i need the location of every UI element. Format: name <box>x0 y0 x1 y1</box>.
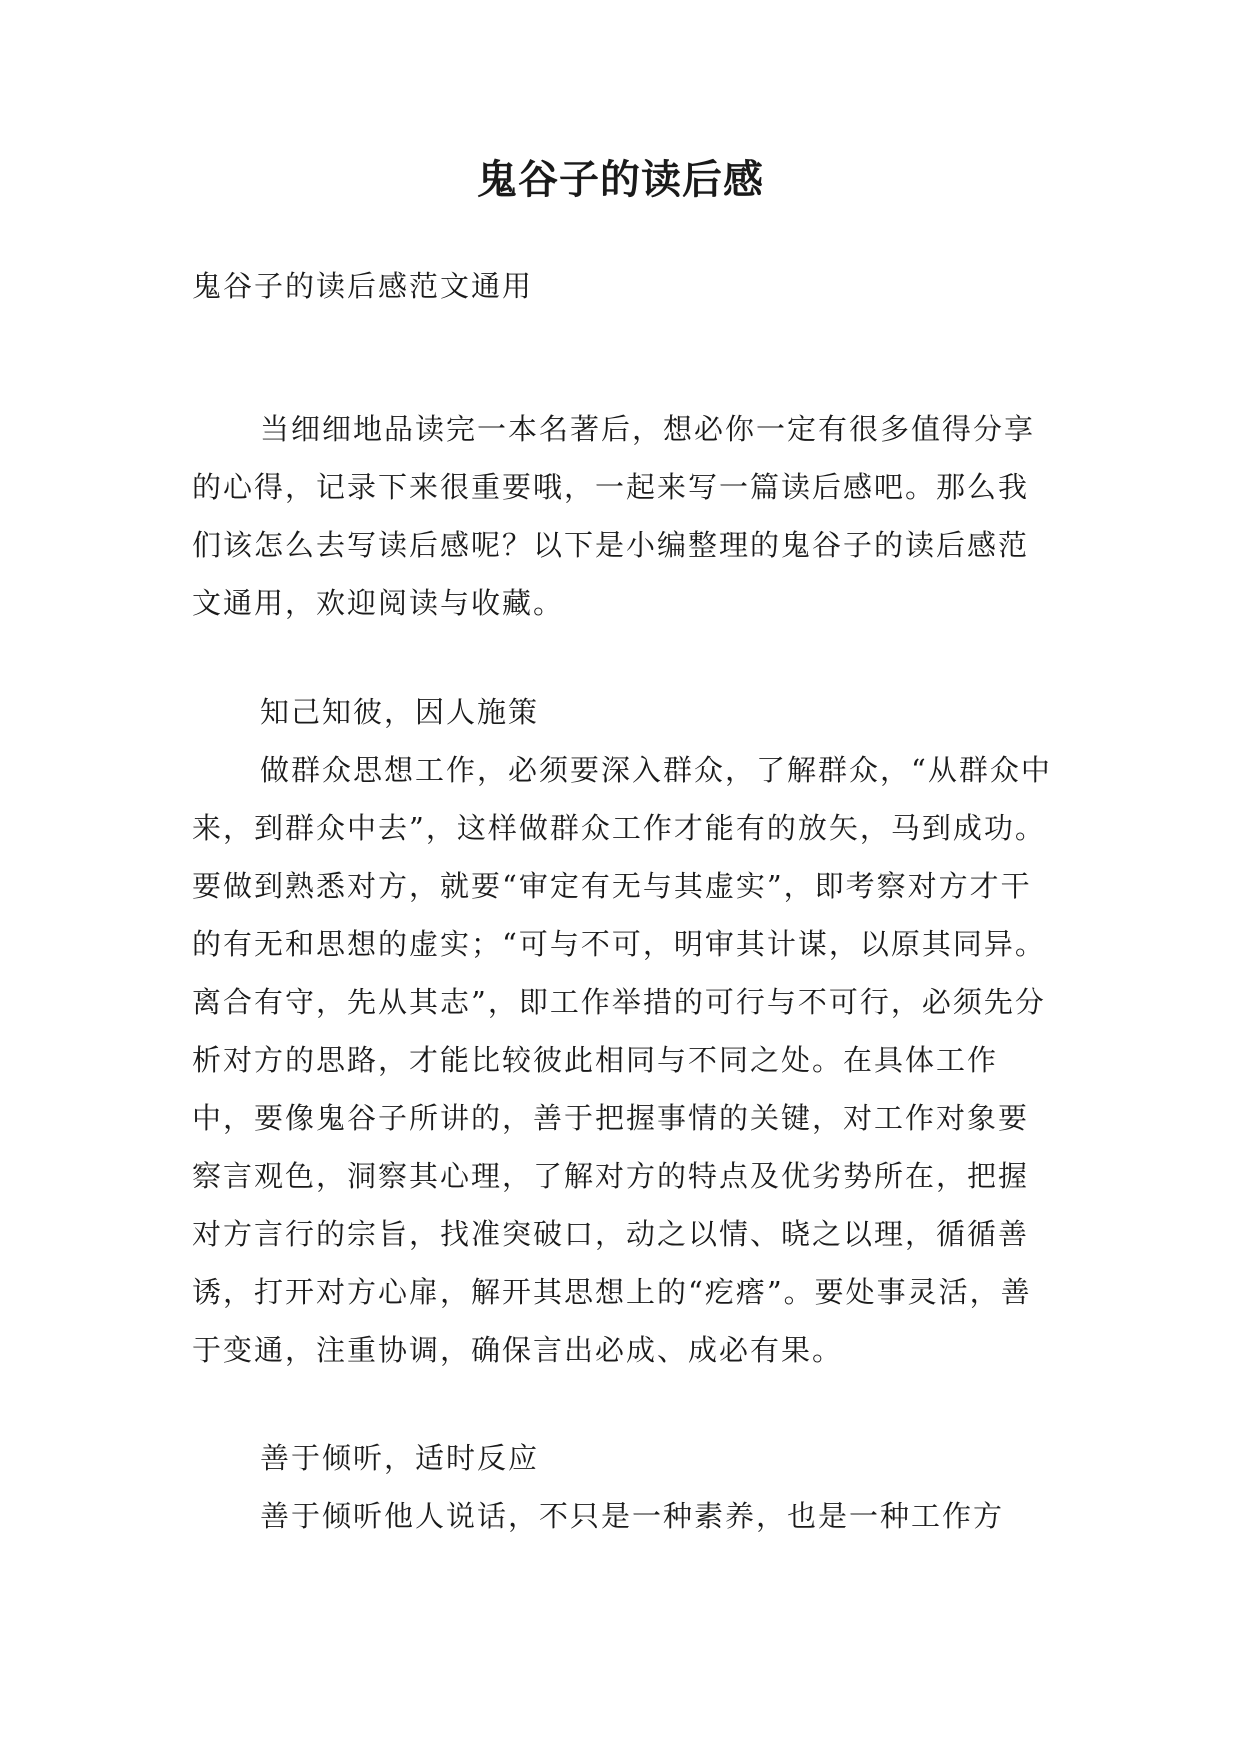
section-paragraph: 善于倾听他人说话，不只是一种素养，也是一种工作方 <box>260 1499 1005 1533</box>
document-subtitle: 鬼谷子的读后感范文通用 <box>192 269 534 303</box>
section-paragraph: 做群众思想工作，必须要深入群众，了解群众，“从群众中来，到群众中去”，这样做群众工作才能有的放矢，马到成功。要做到熟悉对方，就要“审定有无与其虚实”，即考察对方才干的有无和思想的虚实；“可与不可，明审其计谋，以原其同异。离合有守，先从其志”，即工作举措的可行与不可行，必须先分析对方的思路，才能比较彼此相同与不同之处。在具体工作中，要像鬼谷子所讲的，善于把握事情的关键，对工作对象要察言观色，洞察其心理，了解对方的特点及优劣势所在，把握对方言行的宗旨，找准突破口，动之以情、晓之以理，循循善诱，打开对方心扉，解开其思想上的“疙瘩”。要处事灵活，善于变通，注重协调，确保言出必成、成必有果。 <box>192 753 1052 1367</box>
intro-paragraph: 当细细地品读完一本名著后，想必你一定有很多值得分享的心得，记录下来很重要哦，一起来写一篇读后感吧。那么我们该怎么去写读后感呢？以下是小编整理的鬼谷子的读后感范文通用，欢迎阅读与收藏。 <box>192 412 1036 620</box>
document-title: 鬼谷子的读后感 <box>477 156 764 203</box>
section-heading: 知己知彼，因人施策 <box>260 695 540 729</box>
section-heading: 善于倾听，适时反应 <box>260 1441 540 1475</box>
